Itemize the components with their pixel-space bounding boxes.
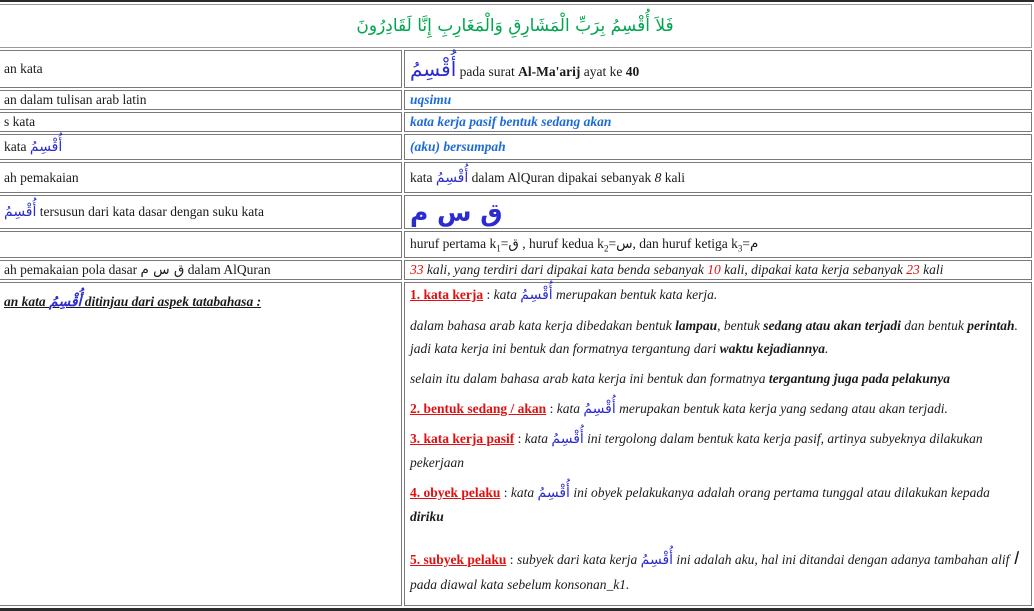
row-meaning <box>0 134 1032 160</box>
row-word <box>0 50 1032 88</box>
grammar-heading-5: 5. subyek pelaku <box>410 551 507 567</box>
row-word-type <box>0 112 1032 132</box>
arabic-word: أُقْسِمُ <box>4 204 37 220</box>
word-meaning: (aku) bersumpah <box>410 139 506 154</box>
arabic-word: أُقْسِمُ <box>410 57 457 81</box>
usage-count: 8 <box>654 169 662 185</box>
row-root-usage-value: 33 kali, yang terdiri dari dipakai kata benda sebanyak 10 kali, dipakai kata kerja sebanyak 23 kali <box>404 260 1032 280</box>
letter-sin: س <box>616 235 633 252</box>
total-count: 33 <box>410 262 424 277</box>
row-letters-label <box>0 231 402 258</box>
row-usage-count <box>0 162 1032 193</box>
grammar-point-5: 5. subyek pelaku : subyek dari kata kerja أُقْسِمُ ini adalah aku, hal ini ditandai dengan adanya tambahan alif ا pada diawal kata sebelum konsonan_k1. <box>410 548 1018 592</box>
row-latin-value <box>404 90 1032 110</box>
arabic-word: أُقْسِمُ <box>49 294 82 310</box>
row-root-usage <box>0 260 1032 280</box>
row-usage-count-label: ah pemakaian <box>0 162 402 193</box>
grammar-heading-4: 4. obyek pelaku <box>410 485 501 501</box>
verb-count: 23 <box>906 262 920 277</box>
row-grammar-label: an kata أُقْسِمُ ditinjau dari aspek tatabahasa : <box>0 282 402 606</box>
latin-transliteration: uqsimu <box>410 92 452 107</box>
surah-name: Al-Ma'arij <box>518 64 581 79</box>
ayah-header-row <box>0 4 1032 48</box>
arabic-word: أُقْسِمُ <box>640 551 674 568</box>
arabic-word: أُقْسِمُ <box>551 431 584 448</box>
grammar-point-4: 4. obyek pelaku : kata أُقْسِمُ ini obyek pelakukanya adalah orang pertama tunggal atau dilakukan kepada diriku <box>410 485 990 524</box>
row-word-label: an kata <box>0 50 402 88</box>
noun-count: 10 <box>707 262 721 277</box>
grammar-point-1: 1. kata kerja : kata أُقْسِمُ merupakan bentuk kata kerja. <box>410 287 718 303</box>
row-letters <box>0 231 1032 258</box>
row-grammar-value <box>404 282 1032 606</box>
arabic-word: أُقْسِمُ <box>537 485 570 502</box>
ayah-text: فَلاَ أُقْسِمُ بِرَبِّ الْمَشَارِقِ وَالْمَغَارِبِ إِنَّا لَقَادِرُونَ <box>356 16 674 36</box>
row-word-type-label: s kata <box>0 112 402 132</box>
grammar-heading-1: 1. kata kerja <box>410 287 484 302</box>
row-root-usage-label: ah pemakaian pola dasar ق س م dalam AlQuran <box>0 260 402 280</box>
alif-letter: ا <box>1012 548 1018 569</box>
word-type: kata kerja pasif bentuk sedang akan <box>410 114 612 129</box>
letter-mim: م <box>750 235 759 252</box>
grammar-heading-3: 3. kata kerja pasif <box>410 431 515 447</box>
row-grammar <box>0 282 1032 606</box>
row-latin <box>0 90 1032 110</box>
root-letters: ق س م <box>140 262 185 278</box>
row-word-type-value <box>404 112 1032 132</box>
arabic-word: أُقْسِمُ <box>520 287 553 303</box>
row-letters-value: huruf pertama $k_1=ق$ , huruf kedua $k_2=س$, dan huruf ketiga $k_3=م$ <box>404 231 1032 258</box>
row-root-label: أُقْسِمُ tersusun dari kata dasar dengan suku kata <box>0 195 402 229</box>
grammar-point-2: 2. bentuk sedang / akan : kata أُقْسِمُ merupakan bentuk kata kerja yang sedang atau akan terjadi. <box>410 400 948 417</box>
row-usage-count-value: kata أُقْسِمُ dalam AlQuran dipakai sebanyak 8 kali <box>404 162 1032 193</box>
grammar-heading-2: 2. bentuk sedang / akan <box>410 400 547 416</box>
row-latin-label: an dalam tulisan arab latin <box>0 90 402 110</box>
row-word-value: أُقْسِمُ pada surat Al-Ma'arij ayat ke 40 <box>404 50 1032 88</box>
arabic-word: أُقْسِمُ <box>29 139 63 155</box>
root-letters: ق س م <box>410 197 503 227</box>
row-root <box>0 195 1032 229</box>
arabic-word: أُقْسِمُ <box>583 400 616 417</box>
ayah-header-cell <box>0 4 1032 48</box>
grammar-point-3: 3. kata kerja pasif : kata أُقْسِمُ ini tergolong dalam bentuk kata kerja pasif, artinya subyeknya dilakukan pekerjaan <box>410 431 983 471</box>
ayah-number: 40 <box>625 64 640 79</box>
arabic-word: أُقْسِمُ <box>435 169 469 186</box>
letter-qaf: ق <box>508 235 519 252</box>
row-meaning-value <box>404 134 1032 160</box>
grammar-paragraph-actor: selain itu dalam bahasa arab kata kerja ini bentuk dan formatnya tergantung juga pada pelakunya <box>410 370 951 386</box>
grammar-paragraph-tense: dalam bahasa arab kata kerja dibedakan bentuk lampau, bentuk sedang atau akan terjadi dan bentuk perintah. jadi kata kerja ini bentuk dan formatnya tergantung dari waktu kejadiannya. <box>410 317 1018 356</box>
row-root-value <box>404 195 1032 229</box>
row-meaning-label: kata أُقْسِمُ <box>0 134 402 160</box>
